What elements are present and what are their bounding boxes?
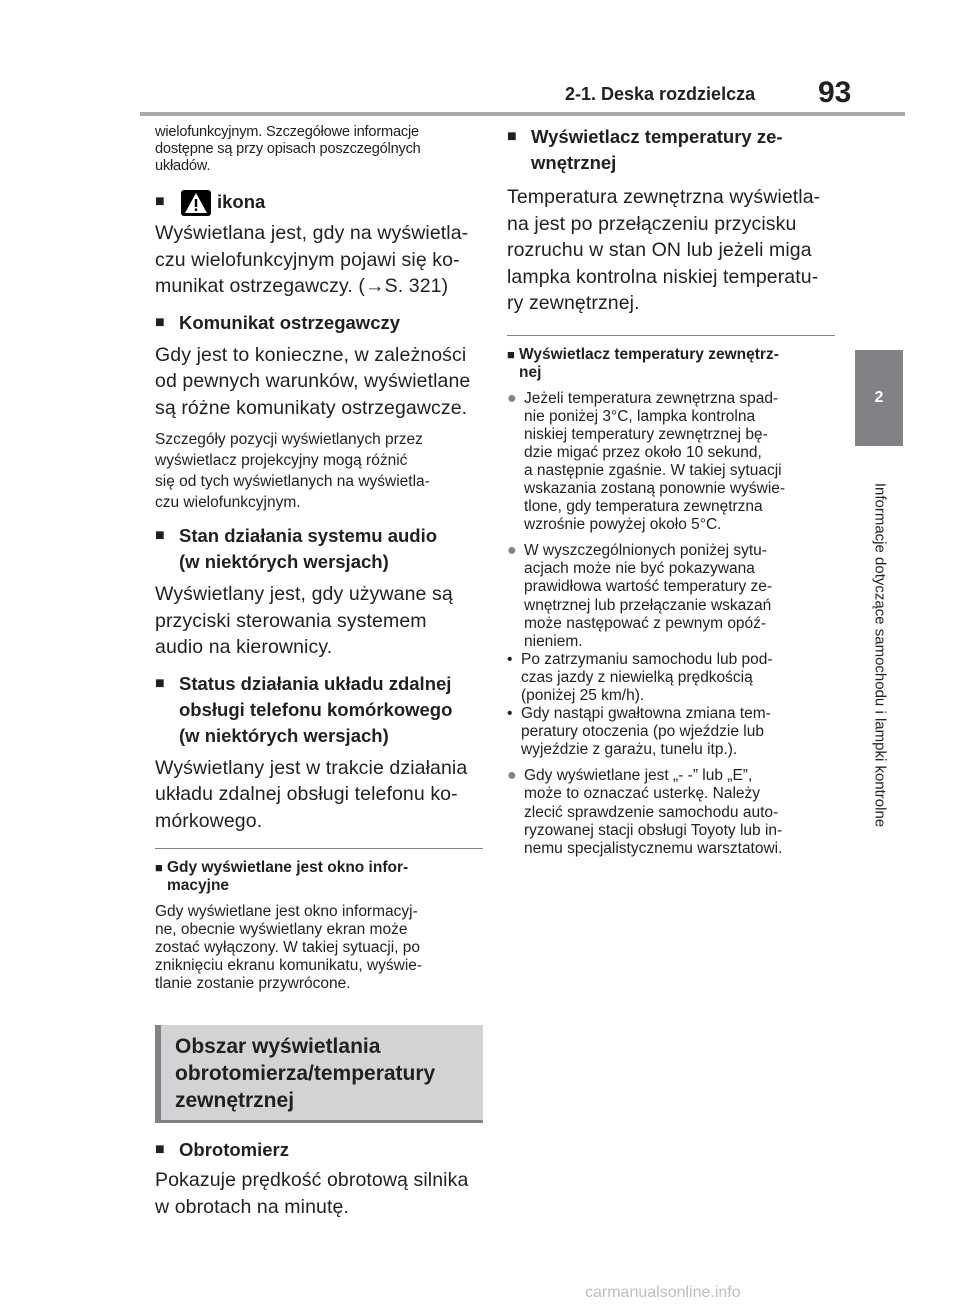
list-item: ● Jeżeli temperatura zewnętrzna spad- nie poniżej 3°C, lampka kontrolna niskiej temperatury zewnętrznej bę- dzie migać przez około 10 sekund, a następnie zgaśnie. W takiej sytuacji wskazania zostaną ponownie wyświe- tlone, gdy temperatura zewnętrzna wzrośnie powyżej około 5°C. <box>507 389 786 534</box>
chapter-tab: 2 <box>855 350 903 446</box>
warning-message-text: Gdy jest to konieczne, w zależności od pewnych warunków, wyświetlane są różne komunikaty ostrzegawcze. <box>155 343 471 419</box>
info-window-heading: ■ Gdy wyświetlane jest okno infor- macyjne <box>155 859 409 895</box>
audio-heading: ■ Stan działania systemu audio (w niektórych wersjach) <box>155 525 438 573</box>
warning-message-heading: ■ Komunikat ostrzegawczy <box>155 311 401 333</box>
list-item: • Gdy nastąpi gwałtowna zmiana tem- peratury otoczenia (po wjeździe lub wyjeździe z garażu, tunelu itp.). <box>507 705 771 759</box>
info-window-text: Gdy wyświetlane jest okno informacyj- ne, obecnie wyświetlany ekran może zostać wyłączony. W takiej sytuacji, po zniknięciu ekranu komunikatu, wyświe- tlanie zostanie przywrócone. <box>155 903 423 993</box>
phone-heading: ■ Status działania układu zdalnej obsługi telefonu komórkowego (w niektórych wersjach) <box>155 672 453 746</box>
temp-heading: ■ Wyświetlacz temperatury ze- wnętrznej <box>507 126 783 173</box>
section-title: 2-1. Deska rozdzielcza <box>565 84 756 104</box>
tachometer-heading: ■ Obrotomierz <box>155 1139 289 1161</box>
tachometer-text: Pokazuje prędkość obrotową silnika w obrotach na minutę. <box>155 1169 469 1218</box>
warning-icon <box>181 190 211 216</box>
intro-text: wielofunkcyjnym. Szczegółowe informacje dostępne są przy opisach poszczególnych układów. <box>155 124 421 174</box>
chapter-title: Informacje dotyczące samochodu i lampki kontrolne <box>871 482 889 828</box>
icon-heading: ■ ikona <box>155 189 483 216</box>
list-item: ● W wyszczególnionych poniżej sytu- acjach może nie być pokazywana prawidłowa wartość temperatury ze- wnętrznej lub przełączanie wskazań może następować z pewnym opóź- nieniem. <box>507 542 773 650</box>
page-number: 93 <box>818 76 852 109</box>
phone-text: Wyświetlany jest w trakcie działania układu zdalnej obsługi telefonu ko- mórkowego. <box>155 756 468 832</box>
right-column <box>507 124 835 858</box>
temp-text: Temperatura zewnętrzna wyświetla- na jest po przełączeniu przycisku rozruchu w stan ON lub jeżeli miga lampka kontrolna niskiej temperatu- ry zewnętrznej. <box>507 186 821 314</box>
list-item: • Po zatrzymaniu samochodu lub pod- czas jazdy z niewielką prędkością (poniżej 25 km/h). <box>507 650 773 704</box>
audio-text: Wyświetlany jest, gdy używane są przyciski sterowania systemem audio na kierownicy. <box>155 583 453 659</box>
watermark: carmanualsonline.info <box>585 1284 741 1301</box>
list-item: ● Gdy wyświetlane jest „- -” lub „E”, może to oznaczać usterkę. Należy zlecić sprawdzenie samochodu auto- ryzowanej stacji obsługi Toyoty lub in- nemu specjalistycznemu warsztatowi. <box>507 767 783 857</box>
temp-subheading: ■ Wyświetlacz temperatury zewnętrz- nej <box>507 345 779 381</box>
warning-note: Szczegóły pozycji wyświetlanych przez wyświetlacz projekcyjny mogą różnić się od tych wyświetlanych na wyświetla- czu wielofunkcyjnym. <box>155 431 430 512</box>
icon-description: Wyświetlana jest, gdy na wyświetla- czu wielofunkcyjnym pojawi się ko- munikat ostrzegawczy. (→S. 321) <box>155 222 469 298</box>
left-column <box>155 124 483 1220</box>
header-rule <box>140 112 905 116</box>
section-box-title: Obszar wyświetlania obrotomierza/temperatury zewnętrznej <box>155 1025 483 1123</box>
